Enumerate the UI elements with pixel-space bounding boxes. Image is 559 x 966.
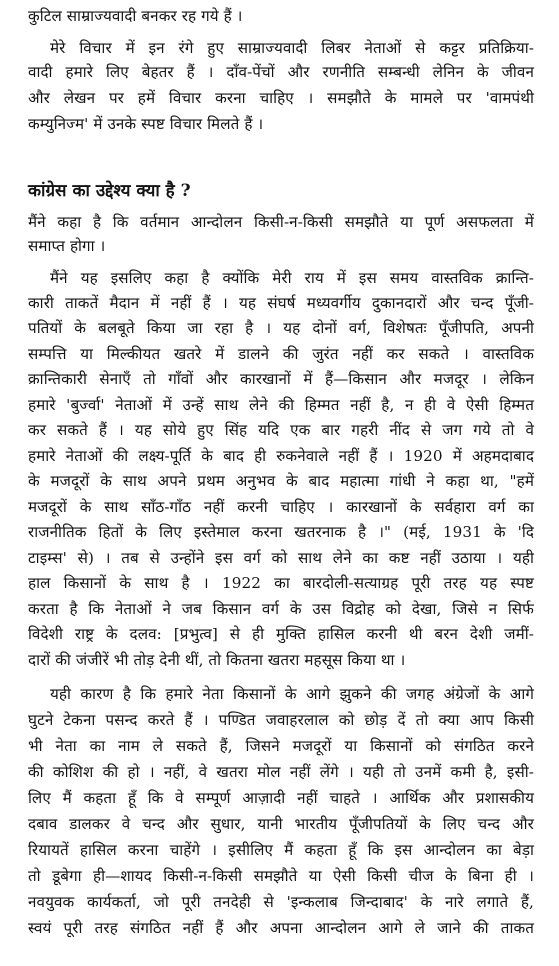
text-line: रियायतें हासिल करना चाहेंगे । इसीलिए मैं कहता हूँ कि इस आन्दोलन का बेड़ा — [28, 841, 534, 859]
text-line: हमारे नेताओं की लक्ष्य-पूर्ति के बाद ही रुकनेवाले नहीं हैं । 1920 में अहमदाबाद — [28, 447, 534, 465]
text-line: दबाव डालकर वे चन्द और सुधार, यानी भारतीय पूँजीपतियों के लिए चन्द और — [28, 815, 534, 833]
text-line: वादी हमारे लिए बेहतर हैं । दाँव-पेंचों और रणनीति सम्बन्धी लेनिन के जीवन — [28, 63, 534, 81]
text-line: हमारे 'बुर्ज्वा' नेताओं में उन्हें साथ लेने की हिम्मत नहीं है, न ही वे ऐसी हिम्मत — [28, 396, 534, 414]
text-line: के मजदूरों के साथ अपने प्रथम अनुभव के बाद महात्मा गांधी ने कहा था, "हमें — [28, 472, 534, 490]
text-line: हाल किसानों के साथ है । 1922 का बारदोली-सत्याग्रह पूरी तरह यह स्पष्ट — [28, 574, 534, 592]
text-line: और लेखन पर हमें विचार करना चाहिए । समझौते के मामले पर 'वामपंथी — [28, 89, 534, 107]
text-line: समाप्त होगा । — [28, 237, 106, 255]
text-line: स्वयं पूरी तरह संगठित नहीं हैं और अपना आन्दोलन आगे ले जाने की ताकत — [28, 919, 534, 937]
text-line: तो डूबेगा ही—शायद किसी-न-किसी समझौते या ऐसी किसी चीज के बिना ही । — [28, 867, 534, 885]
text-line: सम्पत्ति या मिल्कीयत खतरे में डालने की जुरंत नहीं कर सकते । वास्तविक — [28, 345, 534, 363]
text-line: पतियों के बलबूते किया जा रहा है । यह दोनों वर्ग, विशेषतः पूँजीपति, अपनी — [28, 319, 534, 337]
text-line: दारों की जंजीरें भी तोड़ देनी थीं, तो कितना खतरा महसूस किया था । — [28, 651, 406, 669]
text-line: क्रान्तिकारी सेनाएँ तो गाँवों और कारखानों में हैं—किसान और मजदूर । लेकिन — [28, 370, 534, 388]
text-line: कुटिल साम्राज्यवादी बनकर रह गये हैं । — [28, 7, 243, 25]
text-line: यही कारण है कि हमारे नेता किसानों के आगे झुकने की जगह अंग्रेजों के आगे — [50, 685, 534, 703]
text-line: राजनीतिक हितों के लिए इस्तेमाल करना खतरनाक है ।" (मई, 1931 के 'दि — [28, 523, 534, 541]
text-line: घुटने टेकना पसन्द करते हैं । पण्डित जवाहरलाल को छोड़ दें तो क्या आप किसी — [28, 711, 534, 729]
text-line: नवयुवक कार्यकर्ता, जो पूरी तनदेही से 'इन्कलाब जिन्दाबाद' के नारे लगाते हैं, — [28, 893, 534, 911]
text-line: कम्युनिज्म' में उनके स्पष्ट विचार मिलते हैं । — [28, 115, 264, 133]
text-line: मैंने यह इसलिए कहा है क्योंकि मेरी राय में इस समय वास्तविक क्रान्ति- — [50, 269, 534, 287]
text-line: मजदूरों के साथ साँठ-गाँठ नहीं करनी चाहिए । कारखानों के सर्वहारा वर्ग का — [28, 498, 534, 516]
section-heading: कांग्रेस का उद्देश्य क्या है ? — [28, 181, 191, 201]
text-line: करता है कि नेताओं ने जब किसान वर्ग के उस विद्रोह को देखा, जिसे न सिर्फ — [28, 600, 534, 618]
text-line: की कोशिश की हो । नहीं, वे खतरा मोल नहीं लेंगे । यही तो उनमें कमी है, इसी- — [28, 763, 534, 781]
text-line: टाइम्स' से) । तब से उन्होंने इस वर्ग को साथ लेने का कष्ट नहीं उठाया । यही — [28, 549, 534, 567]
text-line: विदेशी राष्ट्र के दलव: [प्रभुत्व] से ही मुक्ति हासिल करनी थी बरन देशी जमीं- — [28, 625, 534, 643]
text-line: मैंने कहा है कि वर्तमान आन्दोलन किसी-न-किसी समझौते या पूर्ण असफलता में — [28, 213, 534, 231]
text-line: लिए मैं कहता हूँ कि वे सम्पूर्ण आज़ादी नहीं चाहते । आर्थिक और प्रशासकीय — [28, 789, 534, 807]
text-line: भी नेता का नाम ले सकते हैं, जिसने मजदूरों या किसानों को संगठित करने — [28, 737, 534, 755]
text-line: कारी ताकतें मैदान में नहीं हैं । यह संघर्ष मध्यवर्गीय दुकानदारों और चन्द पूँजी- — [28, 294, 534, 312]
text-line: मेरे विचार में इन रंगे हुए साम्राज्यवादी लिबर नेताओं से कट्टर प्रतिक्रिया- — [50, 39, 534, 57]
text-line: कर सकते हैं । यह सोये हुए सिंह यदि एक बार गहरी नींद से जग गये तो वे — [28, 421, 534, 439]
